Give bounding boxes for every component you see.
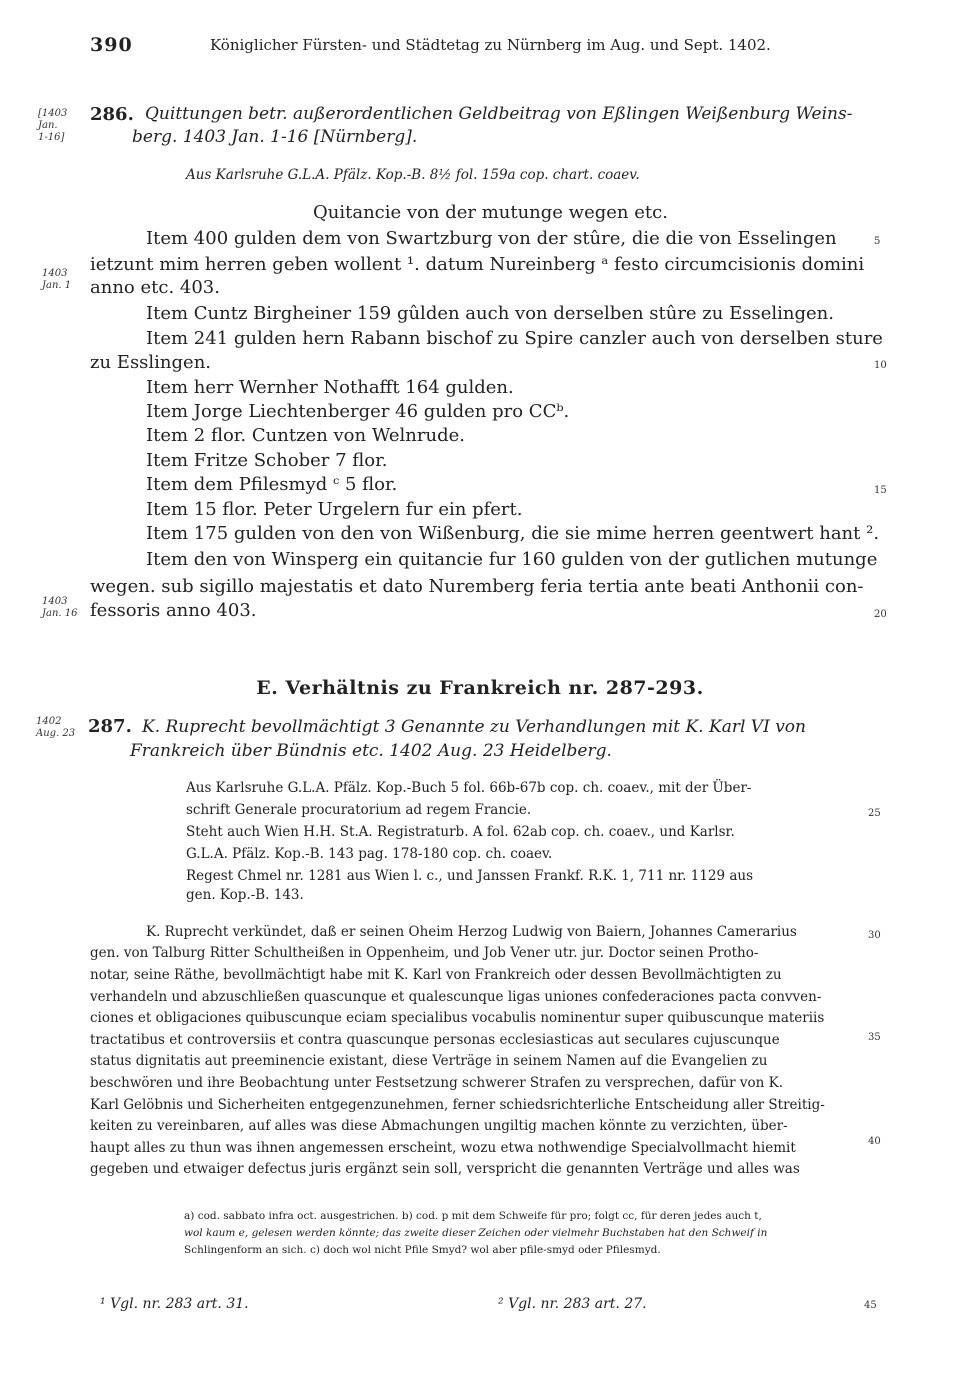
footnote-1: ¹ Vgl. nr. 283 art. 31. — [100, 1296, 249, 1312]
line-number: 40 — [868, 1136, 881, 1147]
doc286-line: Item 175 gulden von den von Wißenburg, die sie mime herren geentwert hant ². — [146, 523, 880, 544]
doc-title-287-line1: K. Ruprecht bevollmächtigt 3 Genannte zu Verhandlungen mit K. Karl VI von — [142, 717, 806, 737]
doc-title-286-line1: Quittungen betr. außerordentlichen Geldbeitrag von Eßlingen Weißenburg Weins- — [145, 104, 853, 124]
doc286-line: ietzunt mim herren geben wollent ¹. datum Nureinberg ᵃ festo circumcisionis domini — [90, 254, 865, 275]
line-number: 5 — [874, 236, 881, 247]
doc287-source: schrift Generale procuratorium ad regem Francie. — [186, 802, 532, 818]
doc286-line: Item Jorge Liechtenberger 46 gulden pro CCᵇ. — [146, 401, 570, 422]
doc286-line: Item den von Winsperg ein quitancie fur 160 gulden von der gutlichen mutunge — [146, 549, 878, 570]
margin-date-286: [1403 Jan. 1-16] — [38, 108, 68, 143]
doc287-text: ciones et obligaciones quibuscunque eciam specialibus vocabulis nominentur super quibuscunque materiis — [90, 1010, 825, 1026]
doc-number-287: 287. — [88, 716, 132, 737]
doc287-text: tractatibus et controversiis et contra quascunque personas ecclesiasticas aut seculares cujuscunque — [90, 1032, 780, 1048]
critical-note: wol kaum e, gelesen werden könnte; das zweite dieser Zeichen oder vielmehr Buchstaben hat den Schweif in — [184, 1227, 768, 1239]
doc287-text: K. Ruprecht verkündet, daß er seinen Oheim Herzog Ludwig von Baiern, Johannes Camerarius — [146, 924, 797, 940]
doc287-text: beschwören und ihre Beobachtung unter Festsetzung schwerer Strafen zu versprechen, dafür von K. — [90, 1075, 784, 1091]
line-number: 25 — [868, 808, 881, 819]
doc287-text: Karl Gelöbnis und Sicherheiten entgegenzunehmen, ferner schiedsrichterliche Entscheidung aller Streitig- — [90, 1097, 825, 1113]
doc287-text: notar, seine Räthe, bevollmächtigt habe mit K. Karl von Frankreich oder dessen Bevollmächtigten zu — [90, 967, 782, 983]
line-number: 35 — [868, 1032, 881, 1043]
doc286-line: fessoris anno 403. — [90, 600, 257, 621]
line-number: 15 — [874, 485, 887, 496]
line-number: 30 — [868, 930, 881, 941]
doc287-source: Aus Karlsruhe G.L.A. Pfälz. Kop.-Buch 5 fol. 66b-67b cop. ch. coaev., mit der Über- — [186, 780, 752, 796]
doc-title-287-line2: Frankreich über Bündnis etc. 1402 Aug. 23 Heidelberg. — [130, 741, 612, 761]
critical-note: a) cod. sabbato infra oct. ausgestrichen. b) cod. p mit dem Schweife für pro; folgt cc, für deren jedes auch t, — [184, 1210, 762, 1222]
doc286-line: wegen. sub sigillo majestatis et dato Nuremberg feria tertia ante beati Anthonii con- — [90, 576, 864, 597]
line-number: 10 — [874, 360, 887, 371]
doc287-text: gen. von Talburg Ritter Schultheißen in Oppenheim, und Job Vener utr. jur. Doctor seinen Protho- — [90, 945, 759, 961]
margin-date-jan16: 1403 Jan. 16 — [42, 596, 78, 619]
doc286-line: Item dem Pfilesmyd ᶜ 5 flor. — [146, 474, 398, 495]
doc286-line: Item 15 flor. Peter Urgelern fur ein pfert. — [146, 499, 523, 520]
running-title: Königlicher Fürsten- und Städtetag zu Nürnberg im Aug. und Sept. 1402. — [210, 36, 771, 54]
doc-source-286: Aus Karlsruhe G.L.A. Pfälz. Kop.-B. 8½ fol. 159a cop. chart. coaev. — [186, 167, 640, 183]
doc287-source: Regest Chmel nr. 1281 aus Wien l. c., und Janssen Frankf. R.K. 1, 711 nr. 1129 aus — [186, 868, 754, 884]
margin-date-287: 1402 Aug. 23 — [36, 716, 76, 739]
doc287-source: Steht auch Wien H.H. St.A. Registraturb. A fol. 62ab cop. ch. coaev., und Karlsr. — [186, 824, 735, 840]
doc287-text: gegeben und etwaiger defectus juris ergänzt sein soll, verspricht die genannten Verträge und alles was — [90, 1161, 800, 1177]
doc287-text: keiten zu vereinbaren, auf alles was diese Abmachungen ungiltig machen könnte zu verzichten, über- — [90, 1118, 788, 1134]
section-heading: E. Verhältnis zu Frankreich nr. 287-293. — [256, 677, 704, 699]
doc286-line: Item herr Wernher Nothafft 164 gulden. — [146, 377, 514, 398]
doc287-text: haupt alles zu thun was ihnen angemessen erscheint, wozu etwa nothwendige Specialvollmacht hiemit — [90, 1140, 796, 1156]
doc-number-286: 286. — [90, 104, 134, 125]
line-number: 20 — [874, 609, 887, 620]
doc287-text: verhandeln und abzuschließen quascunque et qualescunque ligas uniones confederaciones pacta convven- — [90, 989, 822, 1005]
doc286-line: zu Esslingen. — [90, 352, 212, 373]
doc286-line: Item 400 gulden dem von Swartzburg von der stûre, die die von Esselingen — [146, 228, 837, 249]
doc286-line: Item 241 gulden hern Rabann bischof zu Spire canzler auch von derselben sture — [146, 328, 883, 349]
doc287-text: status dignitatis aut preeminencie existant, diese Verträge in seinem Namen auf die Evangelien zu — [90, 1053, 768, 1069]
line-number: 45 — [864, 1300, 877, 1311]
critical-note: Schlingenform an sich. c) doch wol nicht Pfile Smyd? wol aber pfile-smyd oder Pfilesmyd. — [184, 1244, 661, 1256]
doc286-line: Quitancie von der mutunge wegen etc. — [313, 202, 668, 223]
doc286-line: anno etc. 403. — [90, 277, 220, 298]
doc-title-286-line2: berg. 1403 Jan. 1-16 [Nürnberg]. — [132, 127, 418, 147]
doc286-line: Item Fritze Schober 7 flor. — [146, 450, 388, 471]
doc286-line: Item Cuntz Birgheiner 159 gûlden auch von derselben stûre zu Esselingen. — [146, 303, 834, 324]
doc287-source: gen. Kop.-B. 143. — [186, 887, 304, 903]
page-number: 390 — [90, 34, 133, 56]
footnote-2: ² Vgl. nr. 283 art. 27. — [498, 1296, 647, 1312]
margin-date-jan1: 1403 Jan. 1 — [42, 268, 72, 291]
doc286-line: Item 2 flor. Cuntzen von Welnrude. — [146, 425, 465, 446]
doc287-source: G.L.A. Pfälz. Kop.-B. 143 pag. 178-180 cop. ch. coaev. — [186, 846, 553, 862]
